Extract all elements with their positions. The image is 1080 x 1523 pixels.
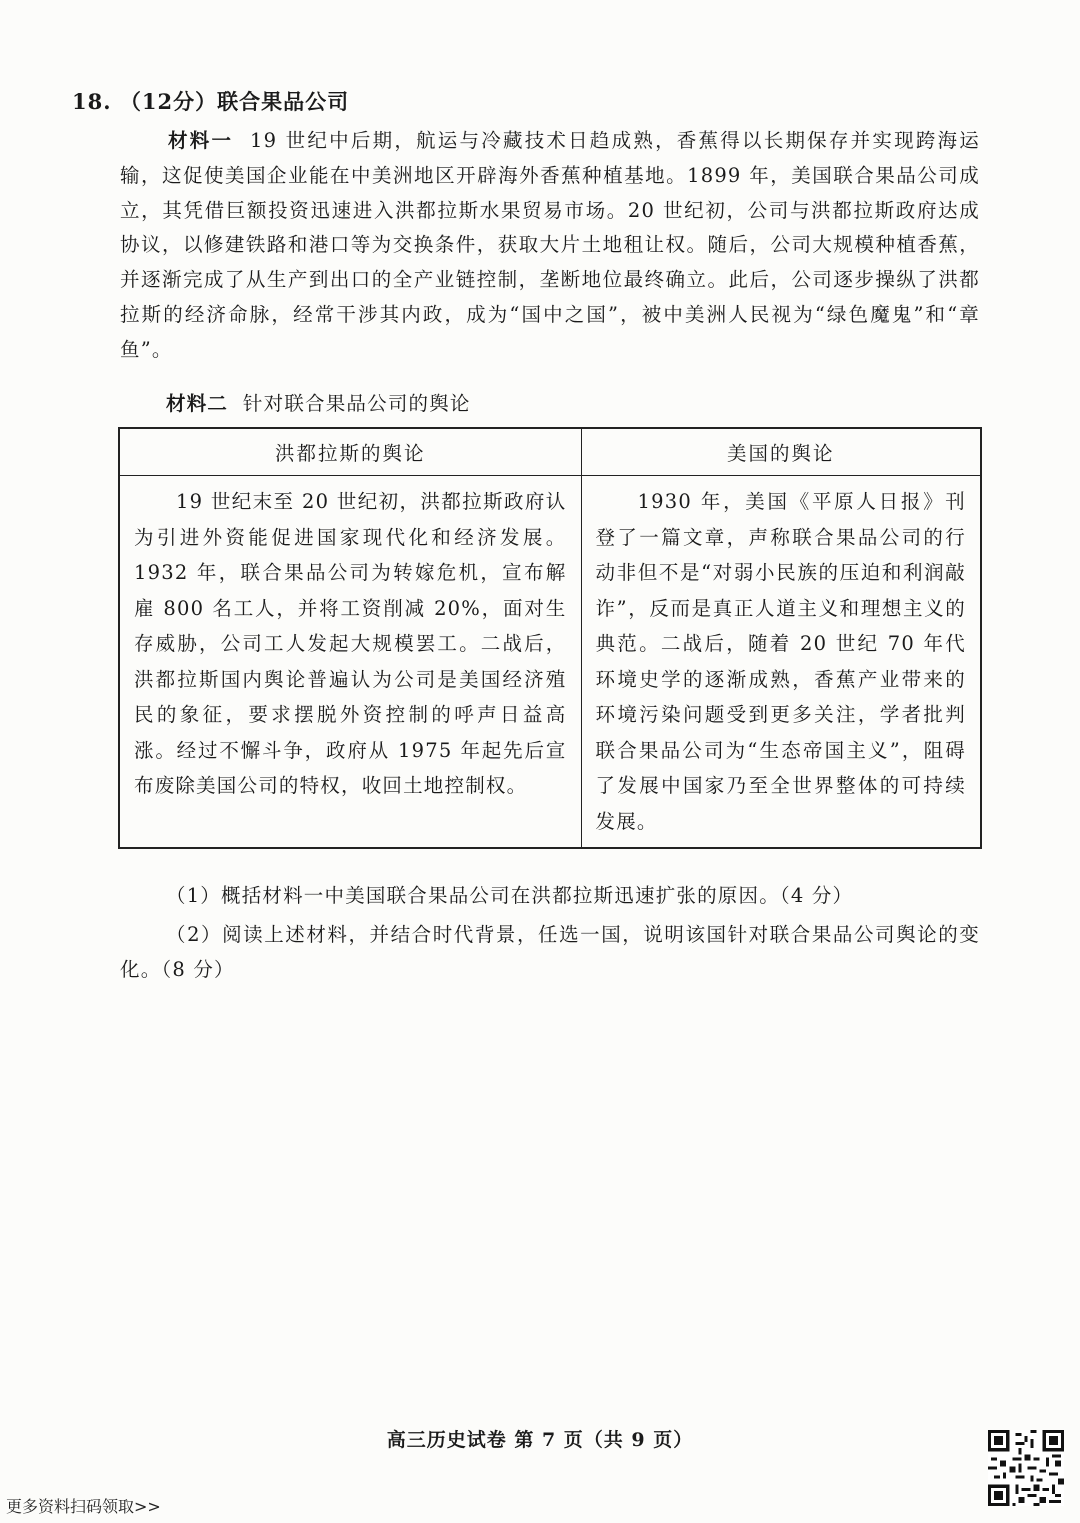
question-1: （1）概括材料一中美国联合果品公司在洪都拉斯迅速扩张的原因。（4 分） — [166, 884, 854, 907]
table-header-honduras: 洪都拉斯的舆论 — [119, 428, 581, 476]
more-materials-link[interactable]: 更多资料扫码领取>> — [6, 1497, 161, 1516]
opinion-table — [118, 427, 982, 849]
material2-title: 针对联合果品公司的舆论 — [242, 392, 471, 415]
qr-code-graphic — [988, 1430, 1064, 1506]
question-header: 18. （12分）联合果品公司 — [72, 89, 350, 114]
material1-paragraph — [120, 124, 980, 368]
qr-code-icon[interactable] — [988, 1430, 1064, 1506]
table-header-usa: 美国的舆论 — [581, 428, 981, 476]
material2-heading — [166, 388, 471, 416]
material1-label: 材料一 — [168, 129, 234, 152]
material1-text: 19 世纪中后期，航运与冷藏技术日趋成熟，香蕉得以长期保存并实现跨海运输，这促使美国企业能在中美洲地区开辟海外香蕉种植基地。1899 年，美国联合果品公司成立，其凭借巨额投资迅速进入洪都拉斯水果贸易市场。20 世纪初，公司与洪都拉斯政府达成协议，以修建铁路和港口等为交换条件，获取大片土地租让权。随后，公司大规模种植香蕉，并逐渐完成了从生产到出口的全产业链控制，垄断地位最终确立。此后，公司逐步操纵了洪都拉斯的经济命脉，经常干涉其内政，成为“国中之国”，被中美洲人民视为“绿色魔鬼”和“章鱼”。 — [120, 129, 980, 361]
table-header-row — [119, 428, 981, 476]
honduras-opinion-text: 19 世纪末至 20 世纪初，洪都拉斯政府认为引进外资能促进国家现代化和经济发展。1932 年，联合果品公司为转嫁危机，宣布解雇 800 名工人，并将工资削减 20%，面对生存威胁，公司工人发起大规模罢工。二战后，洪都拉斯国内舆论普遍认为公司是美国经济殖民的象征，要求摆脱外资控制的呼声日益高涨。经过不懈斗争，政府从 1975 年起先后宣布废除美国公司的特权，收回土地控制权。 — [134, 490, 567, 797]
usa-opinion-text: 1930 年，美国《平原人日报》刊登了一篇文章，声称联合果品公司的行动非但不是“对弱小民族的压迫和利润敲诈”，反而是真正人道主义和理想主义的典范。二战后，随着 20 世纪 70 年代环境史学的逐渐成熟，香蕉产业带来的环境污染问题受到更多关注，学者批判联合果品公司为“生态帝国主义”，阻碍了发展中国家乃至全世界整体的可持续发展。 — [595, 490, 966, 833]
material2-label: 材料二 — [166, 392, 229, 415]
question-2: （2）阅读上述材料，并结合时代背景，任选一国，说明该国针对联合果品公司舆论的变化。（8 分） — [120, 923, 980, 981]
table-cell-usa — [581, 476, 981, 849]
page-footer: 高三历史试卷 第 7 页（共 9 页） — [386, 1429, 694, 1451]
table-cell-honduras — [119, 476, 581, 849]
table-row — [119, 476, 981, 849]
